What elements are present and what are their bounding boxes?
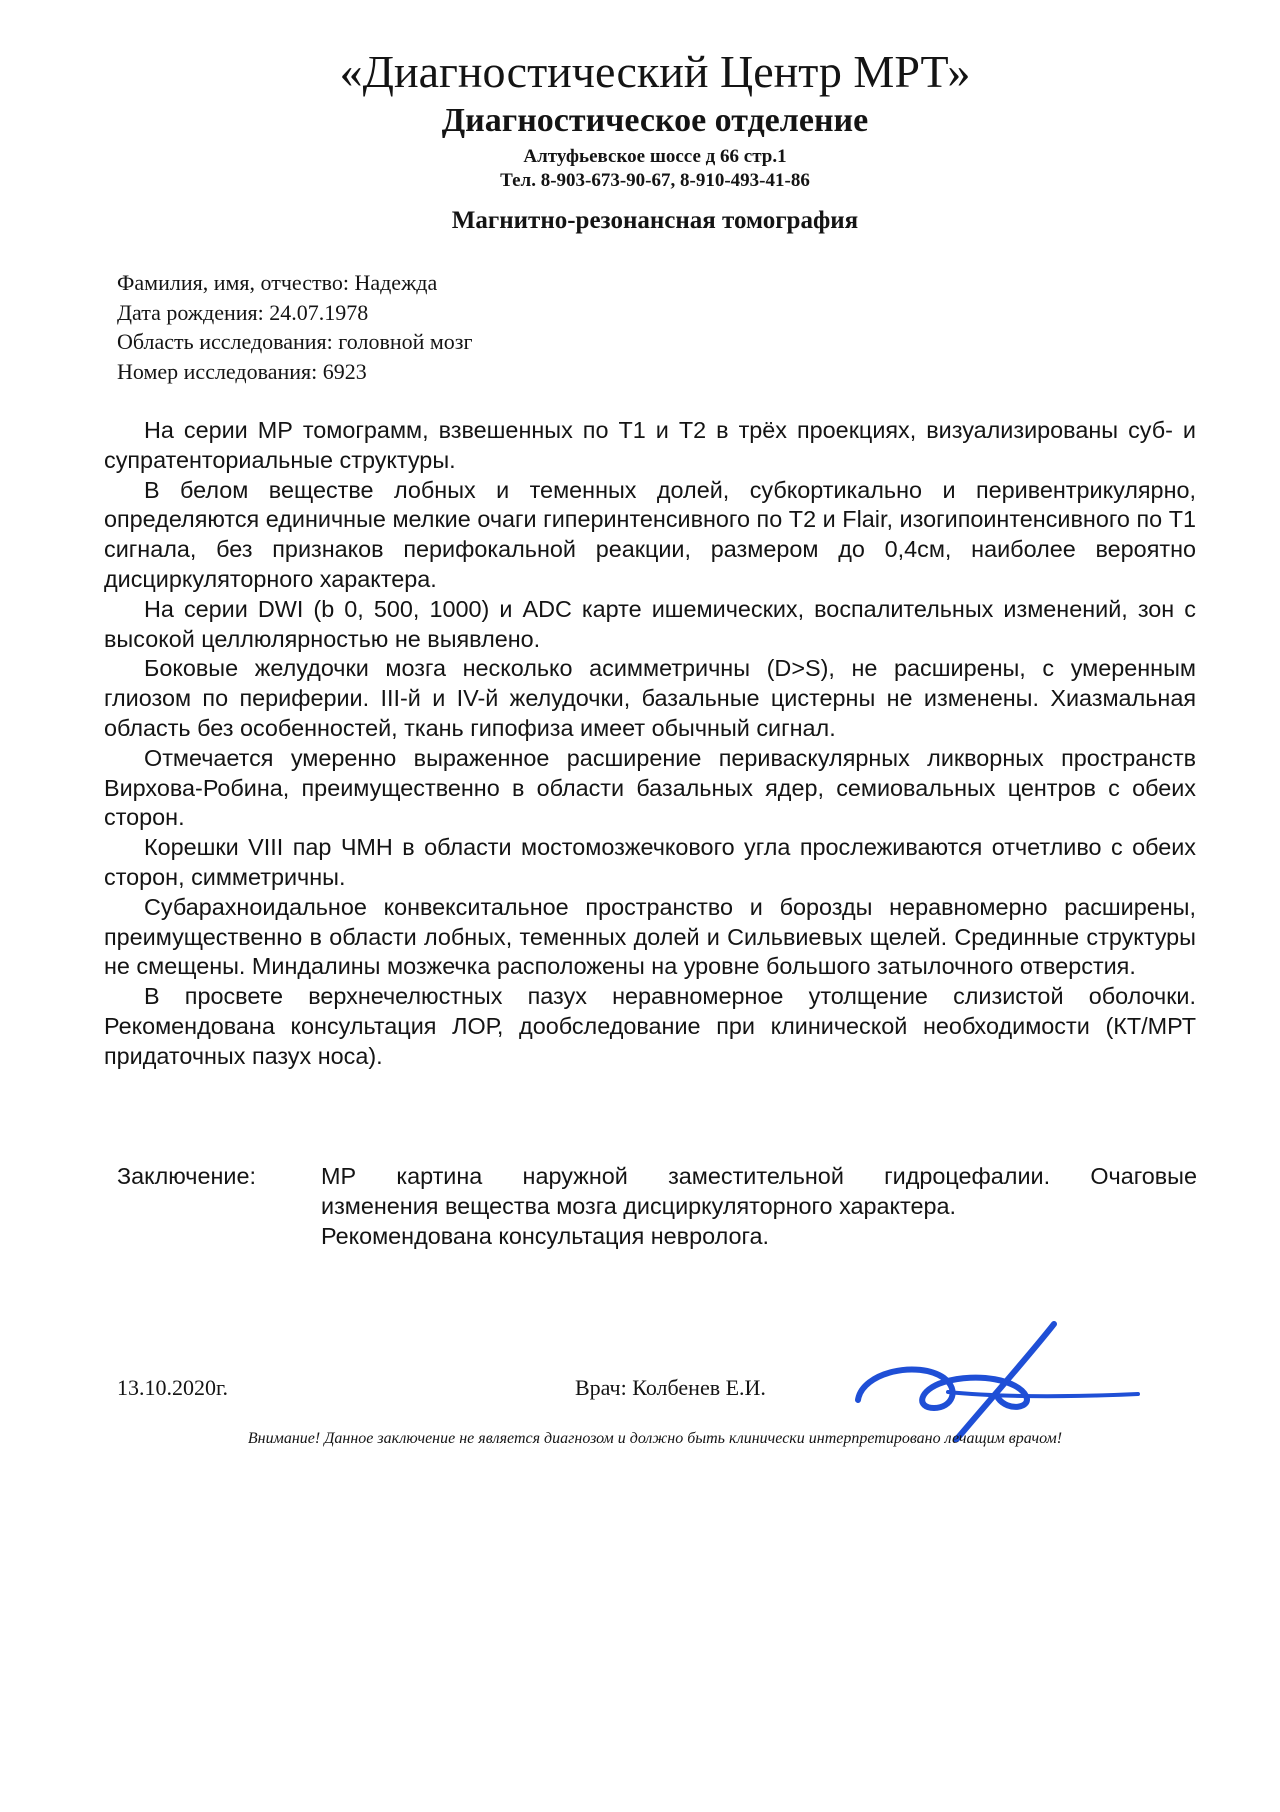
phones: Тел. 8-903-673-90-67, 8-910-493-41-86	[500, 170, 810, 191]
findings-paragraph: На серии МР томограмм, взвешенных по Т1 и Т2 в трёх проекциях, визуализированы суб- и супратенториальные структуры.	[104, 417, 1196, 473]
findings-paragraph: В просвете верхнечелюстных пазух неравномерное утолщение слизистой оболочки. Рекомендована консультация ЛОР, дообследование при клинической необходимости (КТ/МРТ придаточных пазух носа).	[104, 983, 1196, 1069]
conclusion-text	[321, 1162, 1197, 1251]
conclusion-label: Заключение:	[117, 1163, 256, 1189]
patient-info	[117, 268, 473, 386]
study-number: Номер исследования: 6923	[117, 358, 367, 384]
conclusion-line: Рекомендована консультация невролога.	[321, 1222, 770, 1249]
disclaimer: Внимание! Данное заключение не является диагнозом и должно быть клинически интерпретировано лечащим врачом!	[247, 1430, 1063, 1447]
findings-paragraph: Боковые желудочки мозга несколько асимметричны (D>S), не расширены, с умеренным глиозом по периферии. III-й и IV-й желудочки, базальные цистерны не изменены. Хиазмальная область без особенностей, ткань гипофиза имеет обычный сигнал.	[104, 655, 1196, 741]
findings-paragraph: В белом веществе лобных и теменных долей, субкортикально и перивентрикулярно, определяются единичные мелкие очаги гиперинтенсивного по Т2 и Flair, изогипоинтенсивного по Т1 сигнала, без признаков перифокальной реакции, размером до 0,4см, наиболее вероятно дисциркуляторного характера.	[104, 476, 1196, 592]
findings-paragraph: Отмечается умеренно выраженное расширение периваскулярных ликворных пространств Вирхова-Робина, преимущественно в области базальных ядер, семиовальных центров с обеих сторон.	[104, 744, 1196, 831]
patient-birth-date: Дата рождения: 24.07.1978	[117, 299, 369, 325]
findings-paragraph: Субарахноидальное конвекситальное пространство и борозды неравномерно расширены, преимущественно в области лобных, теменных долей и Сильвиевых щелей. Срединные структуры не смещены. Миндалины мозжечка расположены на уровне большого затылочного отверстия.	[104, 893, 1196, 980]
signature-strokes	[858, 1324, 1138, 1440]
findings-paragraph: Корешки VIII пар ЧМН в области мостомозжечкового угла прослеживаются отчетливо с обеих сторон, симметричны.	[104, 834, 1196, 890]
conclusion-line: МР картина наружной заместительной гидроцефалии. Очаговые	[321, 1163, 1197, 1189]
findings-text	[104, 416, 1196, 1072]
doctor-signature	[848, 1312, 1148, 1442]
doctor-name: Врач: Колбенев Е.И.	[575, 1375, 766, 1400]
department-title: Диагностическое отделение	[441, 102, 869, 139]
organization-title: «Диагностический Центр МРТ»	[339, 46, 971, 97]
conclusion-line: изменения вещества мозга дисциркуляторного характера.	[321, 1192, 956, 1219]
study-area: Область исследования: головной мозг	[117, 329, 473, 354]
address: Алтуфьевское шоссе д 66 стр.1	[523, 146, 787, 167]
modality-title: Магнитно-резонансная томография	[451, 207, 859, 234]
patient-name: Фамилия, имя, отчество: Надежда	[117, 270, 438, 295]
report-date: 13.10.2020г.	[117, 1375, 229, 1400]
findings-paragraph: На серии DWI (b 0, 500, 1000) и ADC карте ишемических, воспалительных изменений, зон с высокой целлюлярностью не выявлено.	[104, 595, 1196, 652]
